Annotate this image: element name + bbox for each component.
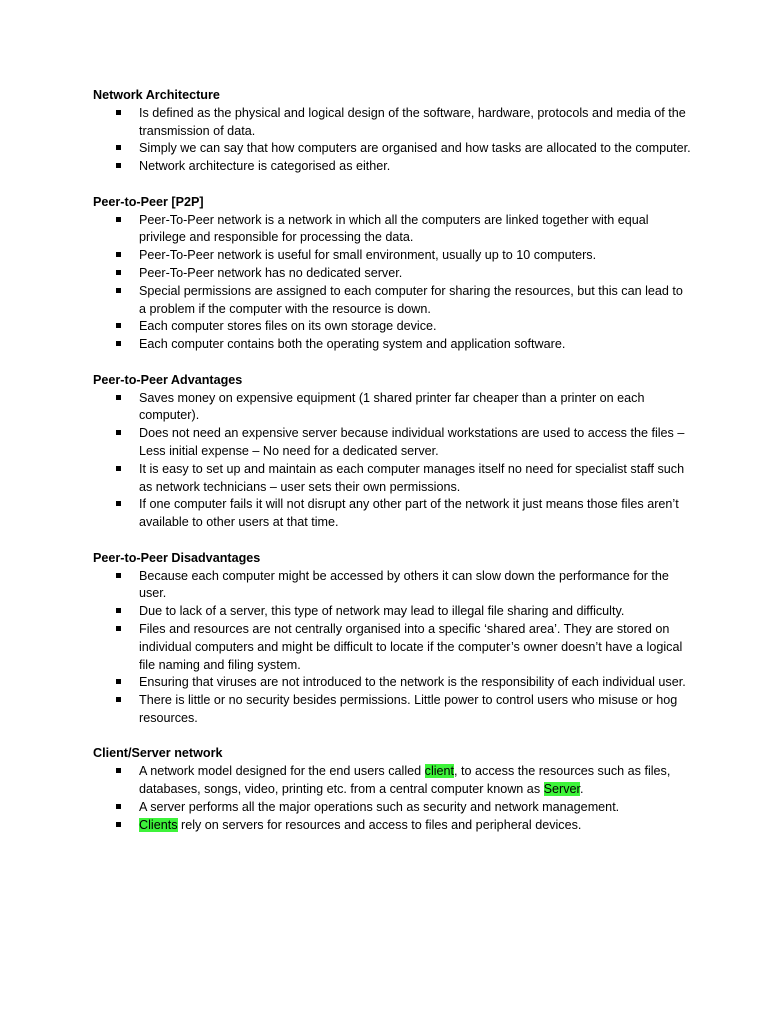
bullet-item: If one computer fails it will not disrupt any other part of the network it just means those files aren’t available to other users at that time.	[93, 496, 693, 532]
text-run: .	[580, 782, 584, 797]
bullet-item: Simply we can say that how computers are organised and how tasks are allocated to the computer.	[93, 140, 693, 158]
bullet-item: Special permissions are assigned to each computer for sharing the resources, but this can lead to a problem if the computer with the resource is down.	[93, 283, 693, 319]
bullet-item: Files and resources are not centrally organised into a specific ‘shared area’. They are stored on individual computers and might be difficult to locate if the computer’s owner doesn’t have a logical file naming and filing system.	[93, 621, 693, 674]
bullet-item: Does not need an expensive server because individual workstations are used to access the files – Less initial expense – No need for a dedicated server.	[93, 425, 693, 461]
bullet-item	[93, 763, 693, 799]
section-client-server	[93, 745, 693, 834]
bullet-item: Is defined as the physical and logical design of the software, hardware, protocols and media of the transmission of data.	[93, 105, 693, 141]
bullet-item: Each computer contains both the operating system and application software.	[93, 336, 693, 354]
section-p2p-disadvantages	[93, 550, 693, 728]
bullet-item: There is little or no security besides permissions. Little power to control users who misuse or hog resources.	[93, 692, 693, 728]
bullet-item: Ensuring that viruses are not introduced to the network is the responsibility of each individual user.	[93, 674, 693, 692]
bullet-item: Network architecture is categorised as either.	[93, 158, 693, 176]
bullet-item: A server performs all the major operations such as security and network management.	[93, 799, 693, 817]
section-heading: Peer-to-Peer [P2P]	[93, 194, 204, 209]
bullet-item: Saves money on expensive equipment (1 shared printer far cheaper than a printer on each computer).	[93, 390, 693, 426]
text-run: , to access the resources such as files, databases, songs, video, printing etc. from a central computer known as	[139, 764, 671, 797]
section-network-architecture	[93, 87, 693, 176]
section-heading: Peer-to-Peer Advantages	[93, 372, 243, 387]
bullet-item: Peer-To-Peer network is useful for small environment, usually up to 10 computers.	[93, 247, 693, 265]
text-run: A network model designed for the end users called	[139, 764, 425, 779]
bullet-list	[93, 390, 693, 532]
section-heading: Peer-to-Peer Disadvantages	[93, 550, 261, 565]
bullet-item	[93, 817, 693, 835]
text-run: rely on servers for resources and access to files and peripheral devices.	[177, 817, 582, 832]
bullet-item: Due to lack of a server, this type of network may lead to illegal file sharing and difficulty.	[93, 603, 693, 621]
bullet-item: Peer-To-Peer network is a network in which all the computers are linked together with equal privilege and responsible for processing the data.	[93, 212, 693, 248]
section-p2p-advantages	[93, 372, 693, 532]
highlighted-term-server: Server	[543, 782, 581, 797]
document-body	[93, 87, 693, 852]
bullet-item: It is easy to set up and maintain as each computer manages itself no need for specialist staff such as network technicians – user sets their own permissions.	[93, 461, 693, 497]
highlighted-term-client: client	[424, 764, 455, 779]
section-peer-to-peer	[93, 194, 693, 354]
bullet-list	[93, 212, 693, 354]
bullet-list	[93, 568, 693, 728]
bullet-list	[93, 105, 693, 176]
bullet-item: Because each computer might be accessed by others it can slow down the performance for the user.	[93, 568, 693, 604]
bullet-list	[93, 763, 693, 834]
highlighted-term-clients: Clients	[139, 817, 178, 832]
bullet-item: Peer-To-Peer network has no dedicated server.	[93, 265, 693, 283]
bullet-item: Each computer stores files on its own storage device.	[93, 318, 693, 336]
section-heading: Client/Server network	[93, 746, 223, 761]
section-heading: Network Architecture	[93, 88, 220, 102]
